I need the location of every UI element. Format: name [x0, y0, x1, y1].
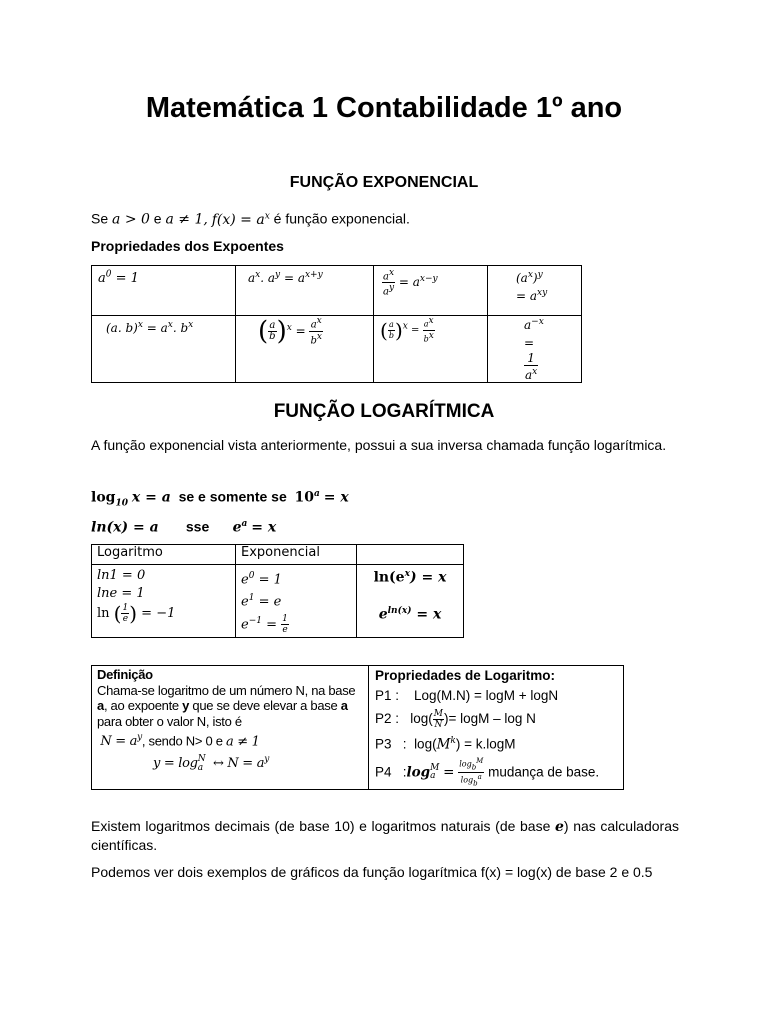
definition-cell — [92, 666, 369, 790]
property-p3: P3 : $\log(M^k) = k.\log M$ — [375, 736, 516, 753]
exp-intro-suffix: é função exponencial. — [273, 210, 410, 227]
footer-paragraph-1: Existem logaritmos decimais (de base 10) e logaritmos naturais (de base e) nas calculadoras científicas. — [91, 818, 679, 853]
exp-cell-product-base: (a. $b)^x = a^x$. $b^x$ — [92, 316, 236, 383]
definition-heading: Definição — [97, 667, 153, 682]
exp-cell-zero: $a^0 = 1$ — [92, 266, 236, 316]
exp-intro-cond2: a ≠ 1, — [165, 211, 208, 228]
exp-heading: FUNÇÃO EXPONENCIAL — [289, 174, 479, 191]
property-p4: P4 :log M a = $\frac{\log_b^M}{\log_b^a}$ mudança de base. — [375, 756, 600, 787]
exp-cell-fraction-power: ( $\frac{a}{b}$ )$^x$ = $\frac{a^x}{b^x}$ — [236, 316, 374, 383]
log-table-header-exp: Exponencial — [236, 545, 357, 565]
page-title: Matemática 1 Contabilidade 1º ano — [145, 92, 623, 124]
definition-properties-table — [91, 665, 624, 790]
exp-cell-fraction-power-small: ( $\frac{a}{b}$ )$^x$ = $\frac{a^x}{b^x}$ — [374, 316, 488, 383]
log-heading: FUNÇÃO LOGARÍTMICA — [273, 401, 495, 422]
exponent-properties-table — [91, 265, 582, 383]
log-intro: A função exponencial vista anteriormente, possui a sua inversa chamada função logarítmica. — [91, 437, 667, 453]
exp-cell-negative: $a^{-x}$ = $\frac{1}{a^x}$ — [488, 316, 582, 383]
exp-cell-power: $(a^x)^y = a^{xy}$ — [488, 266, 582, 316]
log-table-log-cell: ln1 = 0 lne = 1 ln ( $\frac{1}{e}$ ) = −1 — [92, 565, 236, 638]
definition-line-1: Chama-se logaritmo de um número N, na base — [97, 682, 356, 698]
log-equation-1: $\log_{10} x = a$ se e somente se 10$^a$ = x — [91, 488, 349, 509]
definition-line-5: y = log N a ↔ $N = a^y$ — [153, 753, 269, 773]
exp-intro-cond1: a > 0 — [112, 211, 150, 228]
log-table-exp-cell: $e^0 = 1$ $e^1 = e$ $e^{-1}$ = $\frac{1}{e}$ — [236, 565, 357, 638]
properties-cell — [369, 666, 624, 790]
definition-line-3: para obter o valor N, isto é — [97, 713, 242, 729]
log-table-header-empty — [357, 545, 464, 565]
property-p1: P1 : Log(M.N) = logM + logN — [375, 688, 559, 703]
footer-paragraph-2: Podemos ver dois exemplos de gráficos da função logarítmica f(x) = log(x) de base 2 e 0.5 — [91, 864, 653, 880]
exp-intro-prefix: Se — [91, 210, 109, 227]
log-equation-2: ln(x) = a sse $e^a = x$ — [91, 518, 277, 536]
property-p2: P2 : log( $\frac{M}{N}$ )= logM – log N — [375, 708, 536, 730]
definition-line-2: a, ao expoente y que se deve elevar a base a — [97, 698, 348, 713]
log-table — [91, 544, 464, 638]
properties-heading: Propriedades de Logaritmo: — [375, 668, 556, 683]
exp-props-heading: Propriedades dos Expoentes — [91, 238, 284, 254]
exp-cell-product: $a^x$. $a^y = a^{x+y}$ — [236, 266, 374, 316]
definition-line-4: $N = a^y$, sendo N> 0 e a ≠ 1 — [100, 733, 260, 750]
exp-intro-and: e — [153, 210, 162, 227]
log-table-header-log: Logaritmo — [92, 545, 236, 565]
exp-intro — [91, 207, 410, 229]
log-table-prop-cell: $\ln(e^x) = x$ $e^{ln(x)} = x$ — [357, 565, 464, 638]
exp-cell-quotient: $\frac{a^x}{a^y}$ = $a^{x-y}$ — [374, 266, 488, 316]
exp-intro-func: $f(x) = a^x$ — [211, 211, 270, 228]
